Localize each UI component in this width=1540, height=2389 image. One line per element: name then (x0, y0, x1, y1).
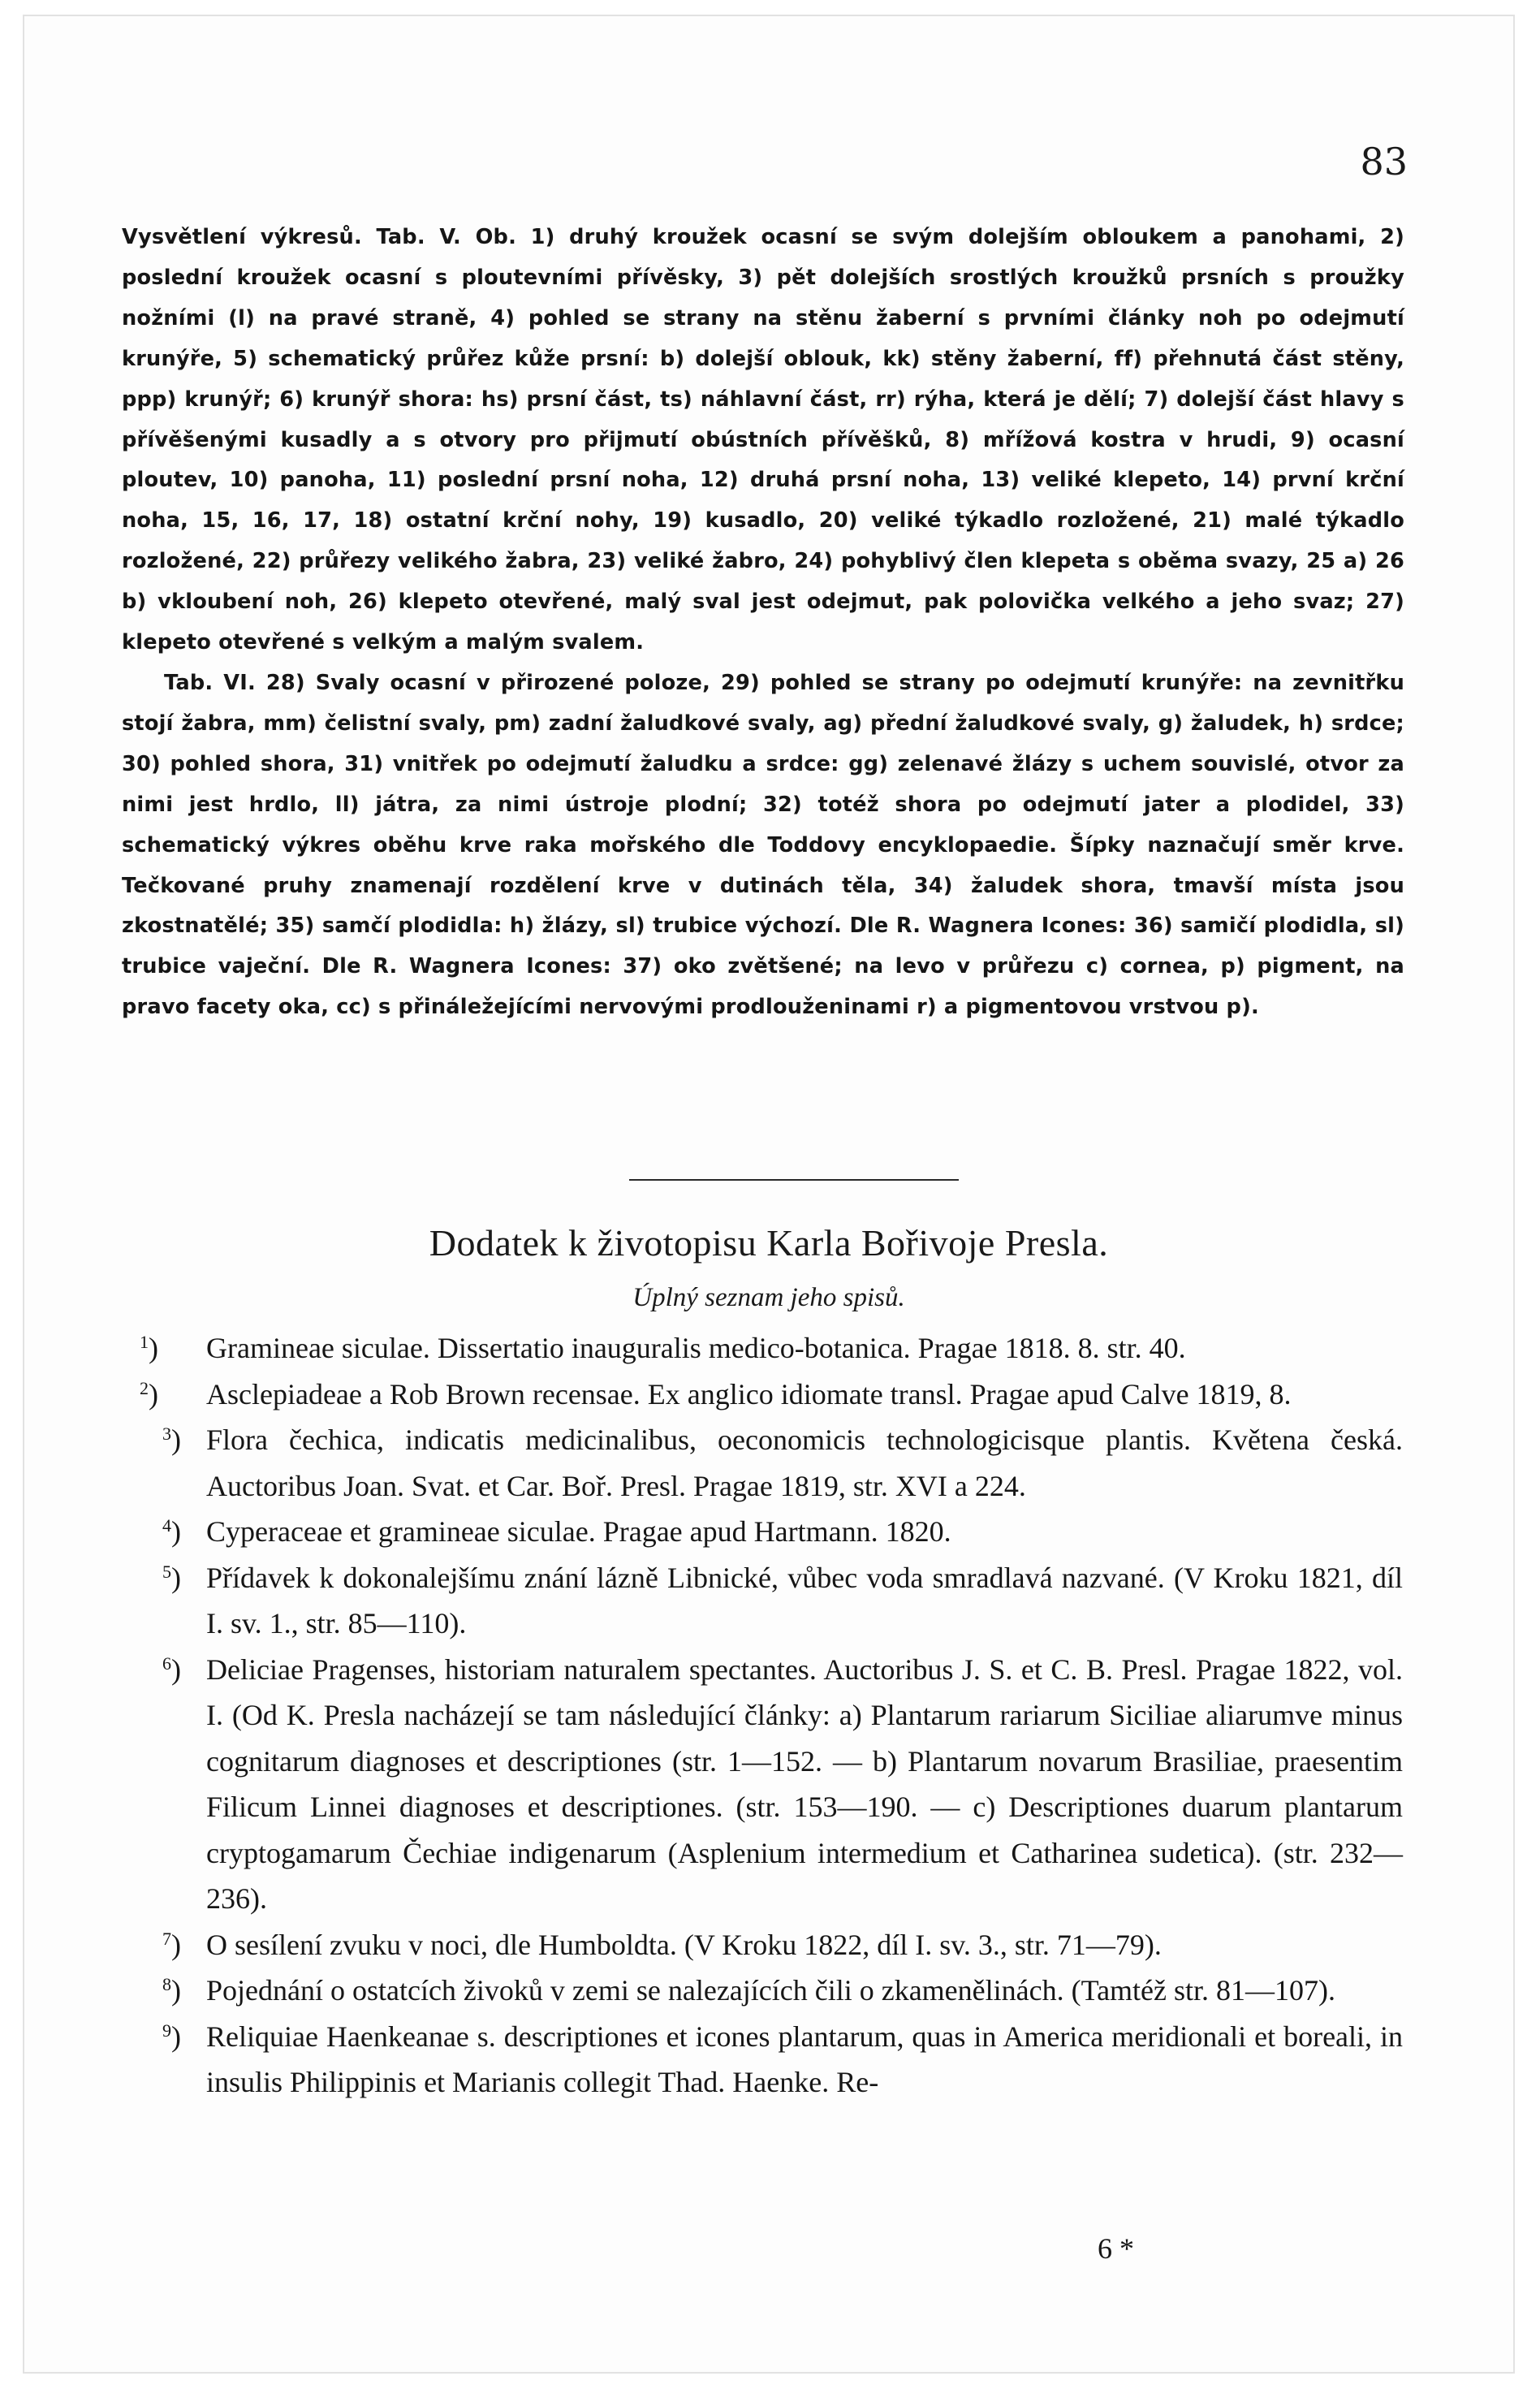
footnote-number: $^7$) (162, 1928, 181, 1961)
list-item (120, 1968, 1403, 2014)
entry-text: O sesílení zvuku v noci, dle Humboldta. (V Kroku 1822, díl I. sv. 3., str. 71—79). (206, 1928, 1162, 1961)
list-item (120, 1325, 1403, 1372)
explanation-paragraph-tab5: Vysvětlení výkresů. Tab. V. Ob. 1) druhý kroužek ocasní se svým dolejším obloukem a panohami, 2) poslední kroužek ocasní s ploutevními přívěsky, 3) pět dolejších srostlých kroužků prsních s proužky nožními (l) na pravé straně, 4) pohled se strany na stěnu žaberní s prvními články noh po odejmutí krunýře, 5) schematický průřez kůže prsní: b) dolejší oblouk, kk) stěny žaberní, ff) přehnutá část stěny, ppp) krunýř; 6) krunýř shora: hs) prsní část, ts) náhlavní část, rr) rýha, která je dělí; 7) dolejší část hlavy s přívěšenými kusadly a s otvory pro přijmutí obústních přívěšků, 8) mřížová kostra v hrudi, 9) ocasní ploutev, 10) panoha, 11) poslední prsní noha, 12) druhá prsní noha, 13) veliké klepeto, 14) první krční noha, 15, 16, 17, 18) ostatní krční nohy, 19) kusadlo, 20) veliké týkadlo rozložené, 21) malé týkadlo rozložené, 22) průřezy velikého žabra, 23) veliké žabro, 24) pohyblivý člen klepeta s oběma svazy, 25 a) 26 b) vkloubení noh, 26) klepeto otevřené, malý sval jest odejmut, pak polovička velkého a jeho svaz; 27) klepeto otevřené s velkým a malým svalem. (122, 225, 1404, 655)
entry-text: Gramineae siculae. Dissertatio inauguralis medico-botanica. Pragae 1818. 8. str. 40. (206, 1332, 1186, 1364)
signature-mark: 6 * (1098, 2232, 1134, 2265)
entry-text: Přídavek k dokonalejšímu znání lázně Libnické, vůbec voda smradlavá nazvané. (V Kroku 1821, díl I. sv. 1., str. 85—110). (206, 1561, 1403, 1639)
list-item (120, 1372, 1403, 1418)
list-item (120, 2014, 1403, 2106)
list-item (120, 1555, 1403, 1647)
footnote-number: $^1$) (140, 1332, 158, 1364)
entry-text: Flora čechica, indicatis medicinalibus, oeconomicis technologicisque plantis. Květena česká. Auctoribus Joan. Svat. et Car. Boř. Presl. Pragae 1819, str. XVI a 224. (206, 1423, 1403, 1502)
footnote-number: $^8$) (162, 1974, 181, 2007)
footnote-number: $^5$) (162, 1561, 181, 1594)
list-item (120, 1922, 1403, 1968)
entry-text: Reliquiae Haenkeanae s. descriptiones et icones plantarum, quas in America meridionali et boreali, in insulis Philippinis et Marianis collegit Thad. Haenke. Re- (206, 2020, 1403, 2098)
page-number: 83 (1360, 140, 1408, 184)
section-title: Dodatek k životopisu Karla Bořivoje Presla. (429, 1222, 1109, 1264)
footnote-number: $^4$) (162, 1515, 181, 1548)
footnote-number: $^9$) (162, 2020, 181, 2053)
entry-text: Cyperaceae et gramineae siculae. Pragae apud Hartmann. 1820. (206, 1515, 951, 1548)
section-divider (629, 1179, 959, 1181)
bibliography-list (120, 1325, 1403, 2106)
entry-text: Deliciae Pragenses, historiam naturalem spectantes. Auctoribus J. S. et C. B. Presl. Pragae 1822, vol. I. (Od K. Presla nacházejí se tam následující články: a) Plantarum rariarum Siciliae aliarumve minus cognitarum diagnoses et descriptiones (str. 1—152. — b) Plantarum novarum Brasiliae, praesentim Filicum Linnei diagnoses et descriptiones. (str. 153—190. — c) Descriptiones duarum plantarum cryptogamarum Čechiae indigenarum (Asplenium intermedium et Catharinea sudetica). (str. 232—236). (206, 1652, 1403, 1915)
footnote-number: $^6$) (162, 1652, 181, 1686)
entry-text: Asclepiadeae a Rob Brown recensae. Ex anglico idiomate transl. Pragae apud Calve 1819, 8. (206, 1377, 1292, 1411)
list-item (120, 1647, 1403, 1922)
list-item (120, 1509, 1403, 1555)
footnote-number: $^3$) (162, 1423, 181, 1456)
section-subtitle: Úplný seznam jeho spisů. (632, 1283, 905, 1312)
entry-text: Pojednání o ostatcích živoků v zemi se nalezajících čili o zkamenělinách. (Tamtéž str. 81—107). (206, 1974, 1336, 2007)
explanation-paragraph-tab6: Tab. VI. 28) Svaly ocasní v přirozené poloze, 29) pohled se strany po odejmutí krunýře: na zevnitřku stojí žabra, mm) čelistní svaly, pm) zadní žaludkové svaly, ag) přední žaludkové svaly, g) žaludek, h) srdce; 30) pohled shora, 31) vnitřek po odejmutí žaludku a srdce: gg) zelenavé žlázy s uchem souvislé, otvor za nimi jest hrdlo, ll) játra, za nimi ústroje plodní; 32) totéž shora po odejmutí jater a plodidel, 33) schematický výkres oběhu krve raka mořského dle Toddovy encyklopaedie. Šípky naznačují směr krve. Tečkované pruhy znamenají rozdělení krve v dutinách těla, 34) žaludek shora, tmavší místa jsou zkostnatělé; 35) samčí plodidla: h) žlázy, sl) trubice výchozí. Dle R. Wagnera Icones: 36) samičí plodidla, sl) trubice vaječní. Dle R. Wagnera Icones: 37) oko zvětšené; na levo v průřezu c) cornea, p) pigment, na pravo facety oka, cc) s přináležejícími nervovými prodlouženinami r) a pigmentovou vrstvou p). (122, 670, 1404, 1020)
list-item (120, 1417, 1403, 1509)
figure-explanation (122, 218, 1404, 1028)
footnote-number: $^2$) (140, 1377, 158, 1411)
document-page (23, 15, 1515, 2374)
